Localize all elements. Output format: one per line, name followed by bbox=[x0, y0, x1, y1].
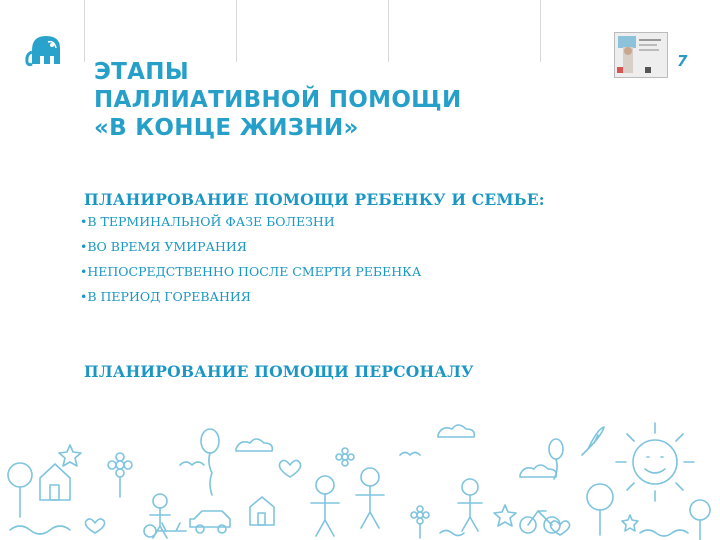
tree-icon bbox=[8, 463, 32, 517]
list-item: •НЕПОСРЕДСТВЕННО ПОСЛЕ СМЕРТИ РЕБЕНКА bbox=[80, 264, 422, 279]
cloud-icon bbox=[520, 465, 556, 477]
squiggle-decoration bbox=[640, 530, 688, 536]
car-icon bbox=[190, 511, 230, 533]
top-divider bbox=[540, 0, 541, 62]
title-line: «В КОНЦЕ ЖИЗНИ» bbox=[94, 115, 359, 141]
heart-icon bbox=[85, 519, 104, 533]
top-divider bbox=[236, 0, 237, 62]
bicycle-icon bbox=[520, 511, 560, 533]
list-item: •В ТЕРМИНАЛЬНОЙ ФАЗЕ БОЛЕЗНИ bbox=[80, 214, 335, 229]
title-line: ПАЛЛИАТИВНОЙ ПОМОЩИ bbox=[94, 87, 462, 113]
staff-care-heading: ПЛАНИРОВАНИЕ ПОМОЩИ ПЕРСОНАЛУ bbox=[84, 362, 474, 381]
family-care-heading: ПЛАНИРОВАНИЕ ПОМОЩИ РЕБЕНКУ И СЕМЬЕ: bbox=[84, 190, 545, 209]
page-number: 7 bbox=[677, 52, 688, 70]
house-icon bbox=[250, 497, 274, 525]
childrens-doodle-border bbox=[0, 405, 720, 540]
bird-icon bbox=[180, 462, 204, 465]
heart-icon bbox=[279, 460, 300, 477]
balloon-icon bbox=[201, 429, 219, 495]
cloud-icon bbox=[236, 439, 272, 451]
star-icon bbox=[59, 445, 81, 466]
care-stage-list bbox=[80, 214, 421, 314]
slide-title bbox=[94, 58, 462, 142]
star-icon bbox=[494, 505, 516, 526]
child-figure-icon bbox=[311, 476, 339, 536]
house-icon bbox=[40, 464, 70, 500]
rocket-icon bbox=[582, 427, 604, 455]
flower-icon bbox=[336, 448, 354, 466]
squiggle-decoration bbox=[10, 526, 70, 534]
top-divider bbox=[388, 0, 389, 62]
elephant-logo-icon bbox=[24, 30, 68, 70]
tree-icon bbox=[690, 500, 710, 540]
list-item: •ВО ВРЕМЯ УМИРАНИЯ bbox=[80, 239, 247, 254]
top-divider bbox=[84, 0, 85, 62]
title-line: ЭТАПЫ bbox=[94, 59, 189, 85]
list-item: •В ПЕРИОД ГОРЕВАНИЯ bbox=[80, 289, 251, 304]
book-cover-thumbnail bbox=[614, 32, 668, 78]
child-figure-icon bbox=[458, 479, 482, 531]
flower-icon bbox=[411, 506, 429, 538]
balloon-icon bbox=[549, 439, 563, 479]
tree-icon bbox=[587, 484, 613, 535]
child-figure-icon bbox=[356, 468, 384, 528]
flower-icon bbox=[108, 453, 132, 497]
star-icon bbox=[622, 515, 638, 531]
sun-icon bbox=[616, 423, 694, 501]
cloud-icon bbox=[438, 425, 474, 437]
bird-icon bbox=[400, 453, 420, 456]
squiggle-decoration bbox=[440, 531, 464, 536]
